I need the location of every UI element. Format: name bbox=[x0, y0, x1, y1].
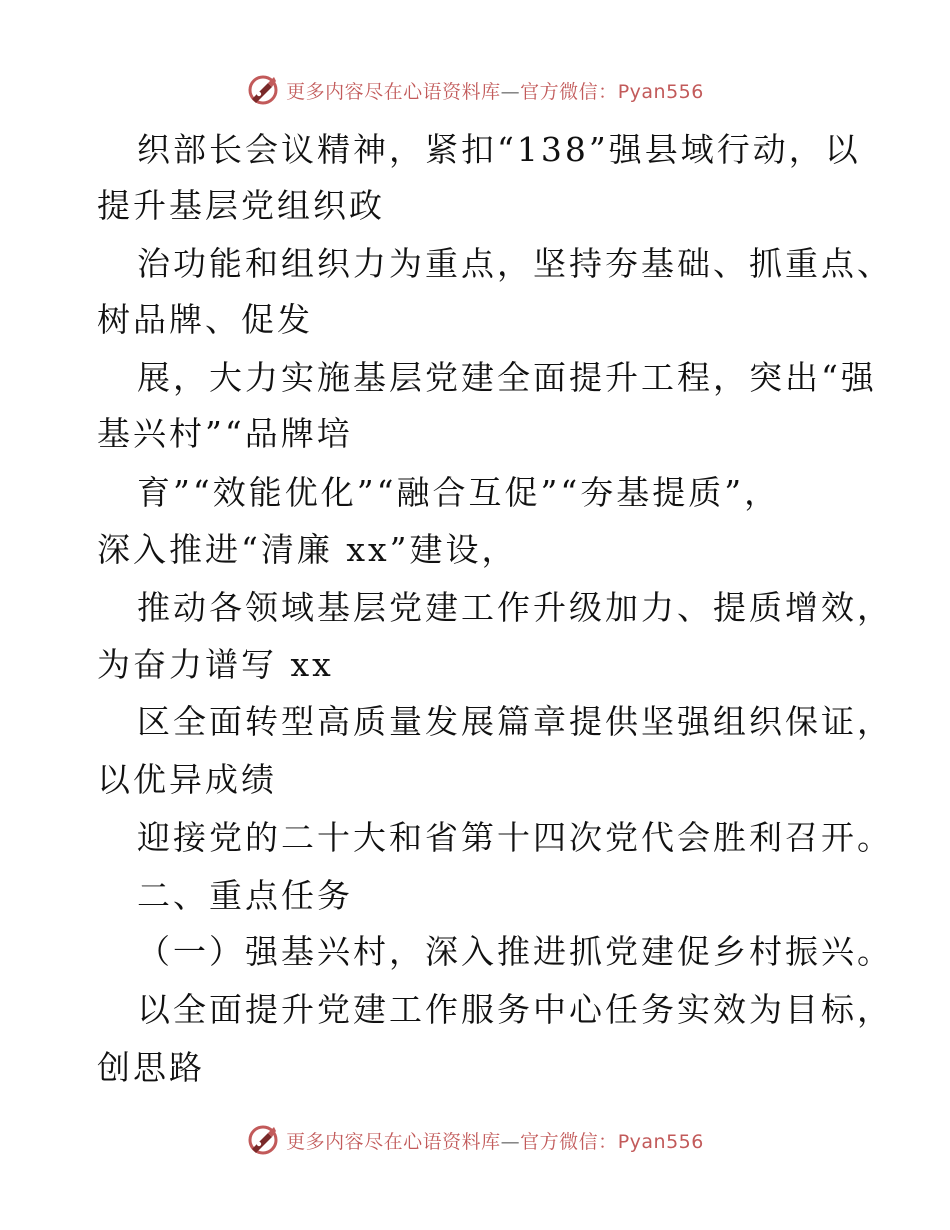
body-line: 以优异成绩 bbox=[97, 760, 277, 799]
body-line: 展，大力实施基层党建全面提升工程，突出“强 bbox=[137, 358, 877, 397]
pen-logo-icon bbox=[246, 1123, 280, 1157]
body-line: 育”“效能优化”“融合互促”“夯基提质”， bbox=[137, 473, 781, 512]
body-line: 以全面提升党建工作服务中心任务实效为目标， bbox=[137, 990, 893, 1029]
subsection-heading: （一）强基兴村，深入推进抓党建促乡村振兴。 bbox=[137, 932, 893, 971]
section-heading: 二、重点任务 bbox=[137, 876, 353, 915]
watermark-text: 更多内容尽在心语资料库—官方微信：Pyan556 bbox=[286, 80, 704, 103]
body-line: 推动各领域基层党建工作升级加力、提质增效， bbox=[137, 588, 893, 627]
body-line: 创思路 bbox=[97, 1048, 205, 1087]
header-watermark bbox=[0, 70, 950, 110]
body-line: 深入推进“清廉 xx”建设， bbox=[97, 530, 518, 569]
pen-logo-icon bbox=[246, 73, 280, 107]
body-line: 织部长会议精神，紧扣“138”强县域行动，以 bbox=[137, 130, 861, 169]
body-line: 基兴村”“品牌培 bbox=[97, 414, 353, 453]
body-line: 迎接党的二十大和省第十四次党代会胜利召开。 bbox=[137, 818, 893, 857]
body-line: 为奋力谱写 xx bbox=[97, 645, 334, 684]
footer-watermark bbox=[0, 1120, 950, 1160]
watermark-text: 更多内容尽在心语资料库—官方微信：Pyan556 bbox=[286, 1130, 704, 1153]
body-line: 树品牌、促发 bbox=[97, 300, 313, 339]
body-line: 区全面转型高质量发展篇章提供坚强组织保证， bbox=[137, 702, 893, 741]
body-line: 治功能和组织力为重点，坚持夯基础、抓重点、 bbox=[137, 244, 893, 283]
body-line: 提升基层党组织政 bbox=[97, 186, 385, 225]
